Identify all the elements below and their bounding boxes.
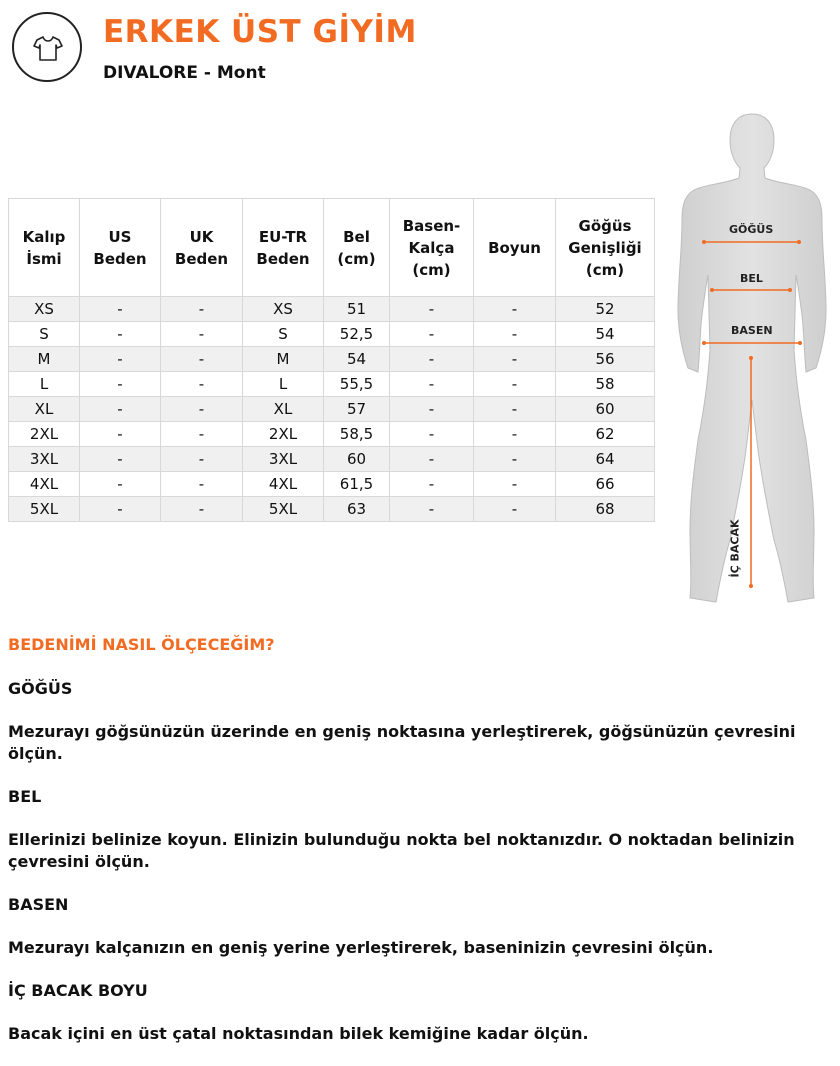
table-cell: 2XL [243,422,324,447]
guide-section-title: BASEN [8,895,69,914]
table-cell: S [9,322,80,347]
guide-section-text: Bacak içini en üst çatal noktasından bilek kemiğine kadar ölçün. [8,1024,589,1043]
table-cell: 5XL [243,497,324,522]
table-cell: XL [9,397,80,422]
table-row [9,397,655,422]
table-cell: - [390,447,474,472]
table-cell: - [161,322,243,347]
body-silhouette [672,110,840,610]
col-header: EU-TR Beden [243,199,324,297]
table-row [9,372,655,397]
table-cell: - [80,322,161,347]
table-cell: - [474,322,556,347]
table-cell: - [161,472,243,497]
table-cell: - [390,372,474,397]
table-cell: 4XL [9,472,80,497]
table-cell: - [474,497,556,522]
product-subtitle: DIVALORE - Mont [103,63,266,83]
table-cell: XS [9,297,80,322]
table-cell: 5XL [9,497,80,522]
table-cell: - [80,372,161,397]
inseam-label: İÇ BACAK [728,519,742,578]
col-header: Bel (cm) [324,199,390,297]
table-cell: - [390,297,474,322]
col-header: Basen-Kalça (cm) [390,199,474,297]
table-cell: - [474,447,556,472]
tshirt-icon [12,12,82,82]
guide-section-text: Mezurayı kalçanızın en geniş yerine yerleştirerek, baseninizin çevresini ölçün. [8,938,714,957]
size-table-body [9,297,655,522]
table-cell: - [80,422,161,447]
page-title: ERKEK ÜST GİYİM [103,14,417,50]
table-cell: 55,5 [324,372,390,397]
table-cell: 4XL [243,472,324,497]
table-cell: - [80,447,161,472]
table-cell: 54 [324,347,390,372]
table-cell: XL [243,397,324,422]
table-row [9,447,655,472]
waist-label: BEL [740,272,763,285]
guide-heading: BEDENİMİ NASIL ÖLÇECEĞİM? [8,635,275,654]
table-cell: 56 [556,347,655,372]
table-cell: 51 [324,297,390,322]
table-cell: - [80,347,161,372]
table-row [9,322,655,347]
col-header: US Beden [80,199,161,297]
table-cell: - [161,297,243,322]
table-cell: M [243,347,324,372]
table-cell: L [243,372,324,397]
size-table [8,198,655,522]
body-measurement-figure [672,110,840,610]
col-header: Göğüs Genişliği (cm) [556,199,655,297]
table-cell: 58,5 [324,422,390,447]
table-row [9,472,655,497]
table-cell: L [9,372,80,397]
table-cell: 62 [556,422,655,447]
table-cell: - [80,297,161,322]
chest-label: GÖĞÜS [729,223,774,236]
table-cell: - [161,397,243,422]
table-cell: 63 [324,497,390,522]
table-cell: 64 [556,447,655,472]
table-cell: 60 [324,447,390,472]
table-cell: - [390,472,474,497]
table-row [9,497,655,522]
table-cell: - [80,472,161,497]
table-cell: 2XL [9,422,80,447]
table-cell: - [390,397,474,422]
table-cell: - [390,422,474,447]
measurement-guide [8,634,808,1066]
table-cell: - [161,422,243,447]
table-cell: 3XL [243,447,324,472]
guide-section-title: BEL [8,787,42,806]
table-cell: 68 [556,497,655,522]
table-cell: - [390,322,474,347]
table-cell: - [474,397,556,422]
table-cell: - [474,372,556,397]
table-row [9,422,655,447]
table-cell: - [474,422,556,447]
table-cell: 61,5 [324,472,390,497]
table-cell: 54 [556,322,655,347]
col-header: Kalıp İsmi [9,199,80,297]
table-cell: - [390,497,474,522]
table-row [9,347,655,372]
table-cell: - [474,472,556,497]
table-cell: - [161,347,243,372]
table-cell: M [9,347,80,372]
table-cell: - [390,347,474,372]
guide-section-text: Mezurayı göğsünüzün üzerinde en geniş noktasına yerleştirerek, göğsünüzün çevresini ölçün. [8,722,796,763]
table-cell: - [474,347,556,372]
table-cell: - [80,397,161,422]
table-cell: 60 [556,397,655,422]
table-cell: XS [243,297,324,322]
table-row [9,297,655,322]
table-cell: 52,5 [324,322,390,347]
table-cell: - [161,372,243,397]
table-header-row [9,199,655,297]
table-cell: 52 [556,297,655,322]
table-cell: - [161,447,243,472]
guide-section-text: Ellerinizi belinize koyun. Elinizin bulunduğu nokta bel noktanızdır. O noktadan belinizin çevresini ölçün. [8,830,795,871]
guide-section-title: GÖĞÜS [8,679,73,698]
guide-section-title: İÇ BACAK BOYU [8,981,148,1000]
col-header: UK Beden [161,199,243,297]
table-cell: 58 [556,372,655,397]
table-cell: - [80,497,161,522]
table-cell: - [161,497,243,522]
table-cell: 3XL [9,447,80,472]
table-cell: 57 [324,397,390,422]
col-header: Boyun [474,199,556,297]
table-cell: S [243,322,324,347]
table-cell: 66 [556,472,655,497]
hip-label: BASEN [731,324,773,337]
table-cell: - [474,297,556,322]
